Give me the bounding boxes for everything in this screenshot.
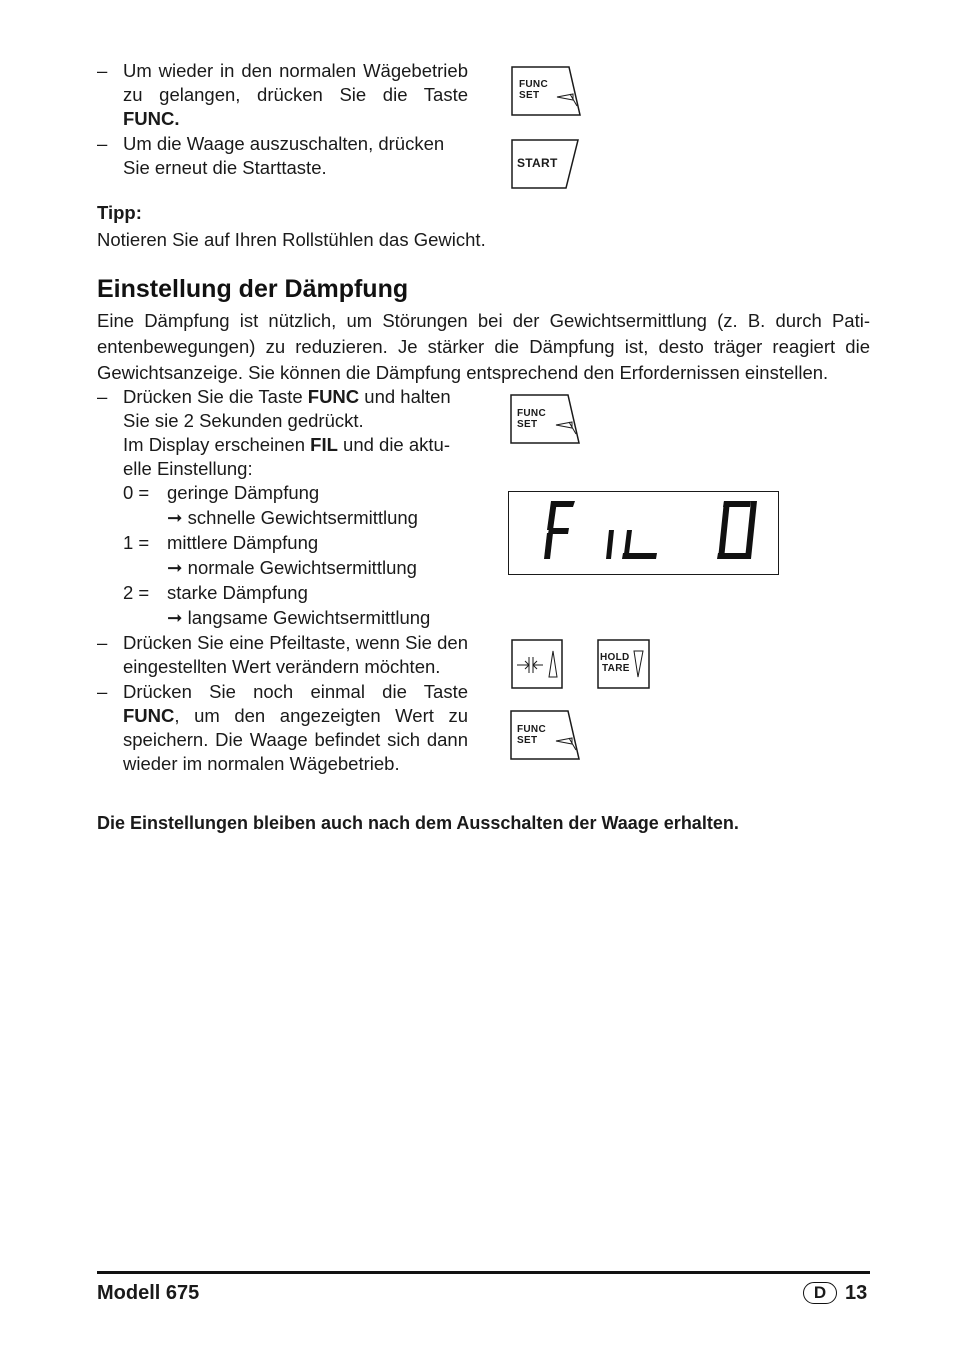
dash: –	[97, 386, 108, 407]
dash: –	[97, 60, 108, 81]
option-number: 2 =	[123, 582, 150, 603]
step-text: Drücken Sie eine Pfeiltaste, wenn Sie den eingestellten Wert verändern möchten.	[123, 632, 468, 677]
func-set-key-2	[510, 394, 580, 444]
intro-item-back-to-weighing	[97, 59, 468, 131]
step-text: Drücken Sie noch einmal die Taste	[123, 681, 468, 702]
section-title: Einstellung der Dämpfung	[97, 275, 409, 303]
step-save	[97, 680, 468, 776]
arrow-icon: ➞	[167, 507, 183, 528]
step-text: Im Display erscheinen	[123, 434, 311, 455]
option-result: langsame Gewichtsermittlung	[187, 607, 431, 628]
dash: –	[97, 681, 108, 702]
intro-item-text: Um die Waage auszuschalten, drücken Sie erneut die Starttaste.	[123, 133, 445, 178]
option-result: normale Gewichtsermittlung	[187, 557, 417, 578]
display-readout	[544, 501, 757, 559]
set-label: SET	[517, 735, 538, 746]
arrow-left-key	[511, 639, 563, 689]
option-number: 1 =	[123, 532, 150, 553]
option-label: geringe Dämpfung	[167, 482, 320, 503]
func-set-key-1	[511, 66, 581, 116]
intro-list	[97, 59, 468, 180]
option-label: starke Dämpfung	[167, 582, 308, 603]
intro-item-switch-off	[97, 132, 468, 180]
steps-list	[97, 385, 468, 776]
step-text: , um den angezeigten Wert zu speichern. Die Waage befindet sich dann wieder im normalen Wägebetrieb.	[123, 705, 468, 774]
option-label: mittlere Dämpfung	[167, 532, 319, 553]
step-press-func	[97, 385, 468, 433]
func-set-key-3	[510, 710, 580, 760]
step-display-info	[97, 433, 468, 481]
arrow-left-key-shape	[511, 639, 563, 689]
set-label: SET	[519, 90, 540, 101]
intro-item-text: Um wieder in den normalen Wägebetrieb zu gelangen, drücken Sie die Taste	[123, 60, 468, 105]
step-text: und halten Sie sie 2 Sekunden gedrückt.	[123, 386, 451, 431]
section-paragraph: Eine Dämpfung ist nützlich, um Störungen bei der Gewichtsermittlung (z. B. durch Patientenbewegungen) zu reduzieren. Je stärker die Dämpfung ist, desto träger reagiert die Gewichtsanzeige. Sie können die Dämpfung entsprechend den Erfordernissen einstellen.	[97, 310, 870, 383]
display-text	[509, 492, 510, 493]
option-2-result	[123, 606, 468, 631]
arrow-icon: ➞	[167, 607, 183, 628]
dash: –	[97, 632, 108, 653]
arrow-icon: ➞	[167, 557, 183, 578]
intro-item-key: FUNC.	[123, 108, 180, 129]
step-key: FUNC	[307, 386, 360, 407]
option-1-result	[123, 556, 468, 581]
options-list	[97, 481, 468, 631]
func-label: FUNC	[519, 79, 548, 90]
option-2	[123, 581, 468, 606]
step-text: Drücken Sie die Taste	[123, 386, 308, 407]
func-label: FUNC	[517, 408, 546, 419]
step-arrow-keys	[97, 631, 468, 679]
step-key: FUNC	[123, 705, 175, 726]
option-result: schnelle Gewichtsermittlung	[187, 507, 418, 528]
set-label: SET	[517, 419, 538, 430]
tip-text: Notieren Sie auf Ihren Rollstühlen das Gewicht.	[97, 229, 486, 250]
start-label: START	[517, 156, 558, 170]
tip-label: Tipp:	[97, 202, 142, 223]
option-0	[123, 481, 468, 506]
hold-label: HOLD	[600, 652, 630, 663]
footer-model: Modell 675	[97, 1282, 200, 1304]
scale-display	[508, 491, 779, 575]
hold-tare-key	[597, 639, 650, 689]
page-number: 13	[845, 1282, 868, 1304]
display-segments	[509, 492, 777, 573]
option-number: 0 =	[123, 482, 150, 503]
option-0-result	[123, 506, 468, 531]
language-badge: D	[803, 1282, 837, 1304]
start-key	[511, 139, 579, 189]
step-text: und die aktuelle Einstellung:	[123, 434, 451, 479]
tare-label: TARE	[602, 663, 630, 674]
settings-note: Die Einstellungen bleiben auch nach dem Ausschalten der Waage erhalten.	[97, 813, 739, 833]
func-label: FUNC	[517, 724, 546, 735]
dash: –	[97, 133, 108, 154]
footer-rule	[97, 1271, 870, 1274]
display-code: FIL	[310, 434, 338, 455]
option-1	[123, 531, 468, 556]
